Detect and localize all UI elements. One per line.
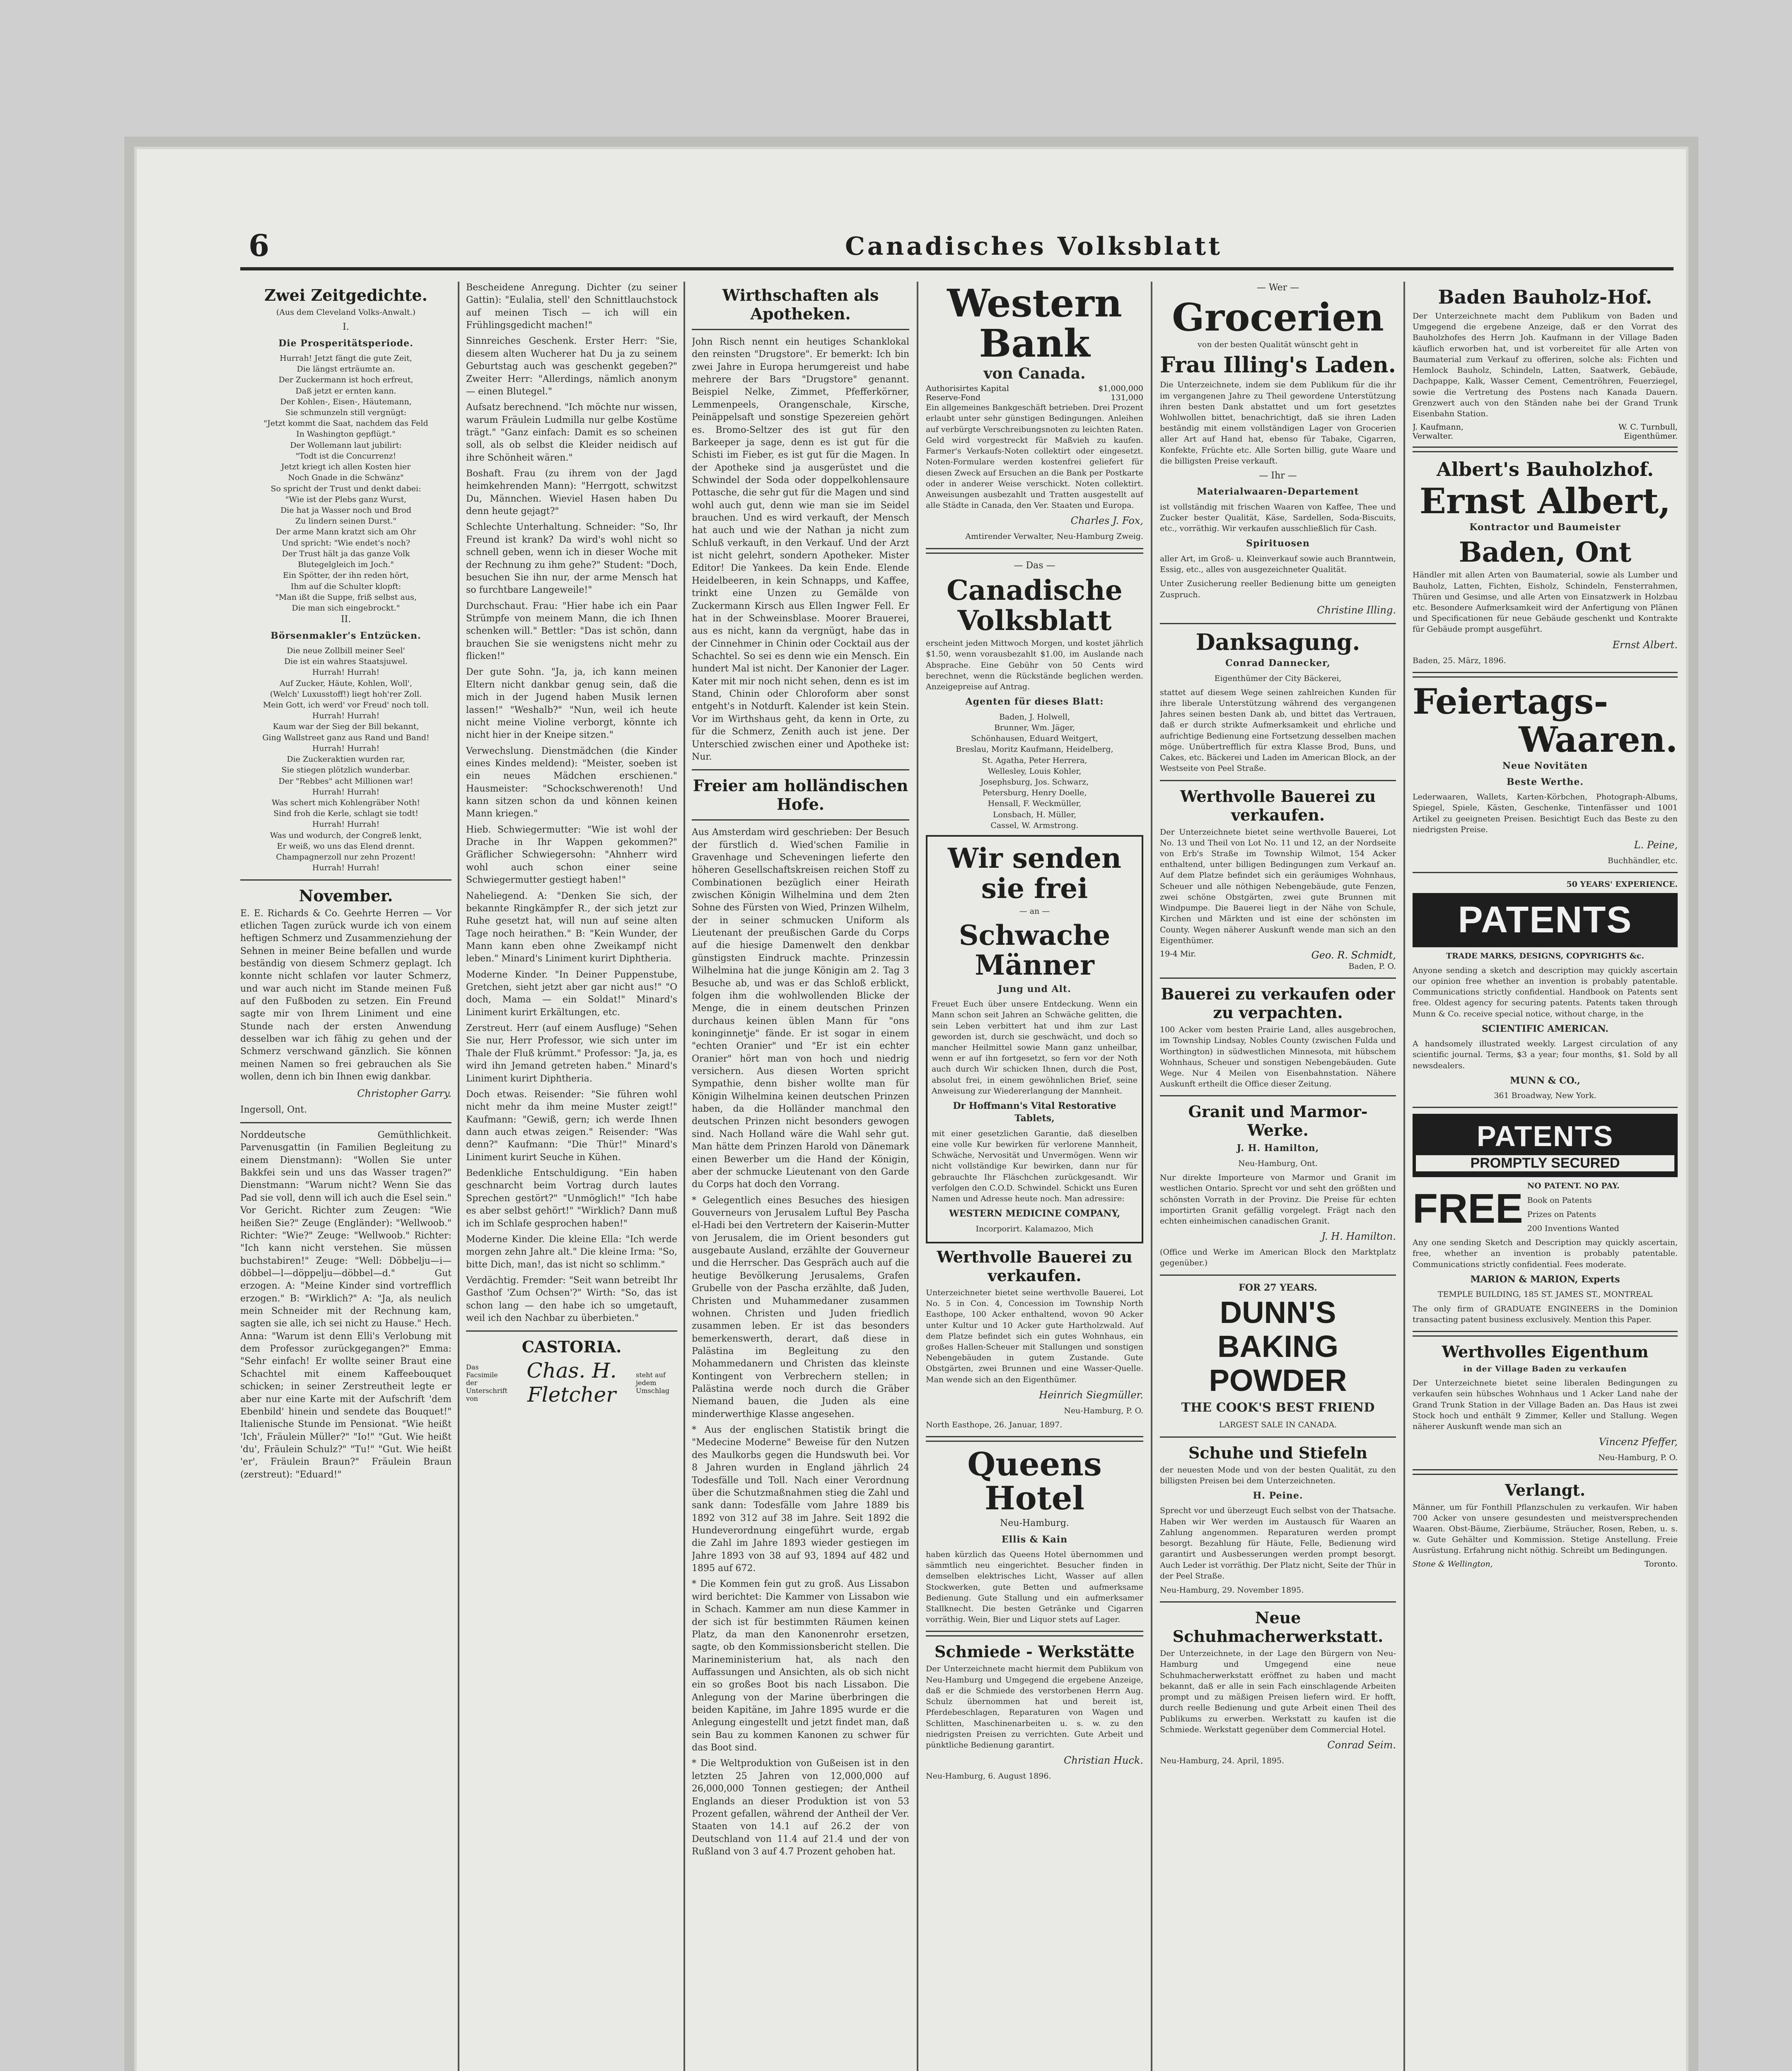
medicine-ad-headline: Wir senden sie frei	[947, 842, 1122, 905]
bank-text: Ein allgemeines Bankgeschäft betrieben. Drei Prozent erlaubt unter sehr günstigen Bedingungen. Anleihen auf verbürgte Verschreibungsnoten zu leichten Raten. Geld wird vorgestreckt für Maßvieh zu kaufen. Farmer's Verkaufs-Noten collektirt oder eingesetzt. Noten-Formulare werden kostenfrei geliefert für diesen Zweck auf Ersuchen an die Bank per Postkarte oder in anderer Weise verschickt. Noten collektirt. Anweisungen ausbezahlt und Tratten ausgestellt auf alle Städte in Canada, den Ver. Staaten und Europa.	[926, 403, 1143, 510]
divider	[1160, 780, 1396, 781]
column-rule	[1151, 282, 1152, 2071]
shoemaker-signature: Conrad Seim.	[1327, 1739, 1396, 1751]
smithy-signature: Christian Huck.	[1064, 1755, 1143, 1767]
medicine-ad-text: mit einer gesetzlichen Garantie, daß dieselben eine volle Kur bewirken für verlorene Mannheit, Schwäche, Nervosität und Unvermögen. Wenn wir nicht vollständige Kur bewirken, dann nur für gebrauchte Ihr Fläschchen zurückgesandt. Wir verfolgen den C.O.D. Schwindel. Schickt uns Euren Namen und Adresse heute noch. Man adressire:	[932, 1129, 1138, 1204]
marion-name: MARION & MARION, Experts	[1470, 1274, 1620, 1285]
anecdote: Durchschaut. Frau: "Hier habe ich ein Paar Strümpfe von meinem Mann, die ich Ihnen schenken will." Bettler: "Das ist schön, dann brauchen Sie sie wenigstens nicht mehr zu flicken!"	[466, 601, 677, 662]
newspaper-page	[137, 149, 1686, 2071]
running-head-title: Canadisches Volksblatt	[845, 232, 1222, 261]
patents-address: 361 Broadway, New York.	[1494, 1091, 1596, 1101]
column-rule	[917, 282, 918, 2071]
agent-entry: Petersburg, Henry Doelle,	[982, 788, 1087, 798]
farm-ad-date: 19-4 Mir.	[1160, 949, 1196, 958]
farm-ad-place: Baden, P. O.	[1348, 961, 1396, 971]
poem-line: Was und wodurch, der Congreß lenkt,	[270, 830, 422, 840]
baking-powder-line: BAKING	[1217, 1329, 1338, 1364]
anecdote: Schlechte Unterhaltung. Schneider: "So, Ihr Freund ist krank? Da wird's wohl nicht so schnell geben, wenn ich in dieser Woche mit der Rechnung zu ihm gehe?" Student: "Doch, besuchen Sie ihn nur, der arme Mensch hat so furchtbare Langeweile!"	[466, 522, 677, 596]
patents-company: MUNN & CO.,	[1510, 1075, 1580, 1086]
divider	[1413, 1469, 1678, 1475]
divider	[692, 769, 909, 770]
agent-entry: St. Agatha, Peter Herrera,	[982, 756, 1087, 765]
divider	[240, 879, 452, 881]
shoes-text: Sprecht vor und überzeugt Euch selbst von der Thatsache. Haben wir Wer werden im Austausch für Waaren an Zahlung angenommen. Reparaturen werden prompt besorgt. Bezahlung für Häute, Felle, Bedienung wird garantirt und Ausbesserungen werden prompt besorgt. Auch Leder ist vorräthig. Der Platz nicht, Seite der Thür in der Peel Straße.	[1160, 1506, 1396, 1581]
poem-title: Börsenmakler's Entzücken.	[270, 630, 421, 641]
castoria-ad	[466, 1359, 677, 1407]
medicine-product: Dr Hoffmann's Vital Restorative Tablets,	[953, 1101, 1116, 1124]
medicine-ad-an: — an —	[1019, 907, 1050, 916]
lumber-role: Eigenthümer.	[1624, 432, 1678, 441]
granite-title: Granit und Marmor-Werke.	[1188, 1102, 1368, 1140]
poem-line: Ging Wallstreet ganz aus Rand und Band!	[262, 733, 430, 742]
poem-line: Er weiß, wo uns das Elend drennt.	[277, 841, 415, 851]
granite-place: Neu-Hamburg, Ont.	[1238, 1159, 1318, 1168]
farm-ad-title: Werthvolle Bauerei zu verkaufen.	[1180, 787, 1376, 824]
baking-powder-line: DUNN'S	[1220, 1295, 1336, 1330]
agent-entry: Josephsburg, Jos. Schwarz,	[980, 777, 1089, 787]
poem-1	[240, 353, 452, 613]
paper-ad-title: Canadische Volksblatt	[947, 574, 1123, 637]
baking-powder-ad	[1160, 1282, 1396, 1431]
column-6	[1413, 282, 1678, 2071]
smithy-text: Der Unterzeichnete macht hiermit dem Publikum von Neu-Hamburg und Umgegend die ergebene Anzeige, daß er die Schmiede des verstorbenen Herrn Aug. Schulz übernommen hat und bereit ist, Pferdebeschlagen, Reparaturen von Wagen und Schlitten, Maschinenarbeiten u. s. w. zu den niedrigsten Preisen zu verrichten. Gute Arbeit und pünktliche Bedienung garantirt.	[926, 1664, 1143, 1750]
article-text: Aus Amsterdam wird geschrieben: Der Besuch der fürstlich d. Wied'schen Familie in Gravenhage und Scheveningen lieferte den höheren Gesellschaftskreisen reichen Stoff zu Combinationen bezüglich einer Heirath zwischen Königin Wilhelmina und dem 2ten Sohne des Fürsten von Wied, Prinzen Wilhelm, der in seiner schmucken Uniform als Lieutenant der preußischen Garde du Corps auf die hiesige Damenwelt den denkbar günstigsten Eindruck machte. Prinzessin Wilhelmina hat die junge Königin am 2. Tag 3 Besuche ab, und was er das Schloß erblickt, folgen ihm die wohlwollenden Blicke der Menge, die in einem deutschen Prinzen durchaus keinen üblen Mann für "ons koninginnetje" fände. Er ist sogar in einem "echten Oranier" und "Er ist ein echter Oranier" hört man von hoch und niedrig versichern. Aus diesen Worten spricht Sympathie, denn bisher wollte man für Königin Wilhelmina keinen deutschen Prinzen haben, da die Holländer manchmal den deutschen Prinzen nicht besonders gewogen sind. Nach Holland wäre die Wahl sehr gut. Man hätte dem Prinzen Harold von Dänemark einen Bewerber um die Hand der Königin, aber der schmucke Lieutenant von den Garde du Corps hat doch den Vorrang.	[692, 827, 909, 1190]
no-patent: NO PATENT. NO PAY.	[1527, 1181, 1620, 1191]
divider	[692, 329, 909, 330]
albert-role: Kontractor und Baumeister	[1469, 522, 1621, 533]
poem-line: In Washington gepflügt."	[296, 430, 396, 439]
lumber-role: Verwalter.	[1413, 432, 1453, 441]
article-heading: Zwei Zeitgedichte.	[264, 286, 427, 304]
poem-line: Sie stiegen plötzlich wunderbar.	[281, 765, 411, 775]
anecdote-list	[466, 335, 677, 1325]
property-place: Neu-Hamburg, P. O.	[1598, 1453, 1678, 1463]
holiday-sub: Beste Werthe.	[1506, 776, 1584, 787]
anecdote: Hieb. Schwiegermutter: "Wie ist wohl der Drache in Ihr Wappen gekommen?" Gräflicher Schwiegersohn: "Ahnherr wird wohl auch schon einer seine Schwiegermutter gestiegt haben!"	[466, 824, 677, 886]
holiday-text: Lederwaaren, Wallets, Karten-Körbchen, Photograph-Albums, Spiegel, Spiele, Kästen, Geschenke, Tintenfässer und 1001 Artikel zu geeigneten Preisen. Besichtigt Euch das Beste zu den niedrigsten Preise.	[1413, 792, 1678, 834]
poem-line: Der arme Mann kratzt sich am Ohr	[275, 527, 416, 537]
poem-line: Der Kohlen-, Eisen-, Häutemann,	[280, 397, 412, 406]
patents-secured-word: PATENTS	[1476, 1120, 1614, 1153]
property-text: Der Unterzeichnete bietet seine liberalen Bedingungen zu verkaufen sein hübsches Wohnhaus und 1 Acker Land nahe der Grand Trunk Station in der Village Baden an. Das Haus ist zwei Stock hoch und enthält 9 Zimmer, Keller und Stallung. Wegen näherer Auskunft wende man sich an	[1413, 1378, 1678, 1431]
thanks-title: Danksagung.	[1195, 628, 1360, 655]
grocery-note: Unter Zusicherung reeller Bedienung bitte um geneigten Zuspruch.	[1160, 579, 1396, 599]
column-rule	[458, 282, 459, 2071]
testimonial-place: Ingersoll, Ont.	[240, 1104, 307, 1115]
poem-2	[240, 645, 452, 874]
bank-reserve-value: 131,000	[1111, 393, 1143, 403]
marion-footer: The only firm of GRADUATE ENGINEERS in the Dominion transacting patent business exclusively. Mention this Paper.	[1413, 1304, 1678, 1324]
thanks-text: stattet auf diesem Wege seinen zahlreichen Kunden für ihre liberale Unterstützung während des vergangenen Jahres seinen besten Dank ab, und bittet das Vertrauen, daß er durch strikte Aufmerksamkeit und ehrliche und aufrichtige Bedienung eine Fortsetzung desselben machen möge. Unübertrefflich für extra Klasse Brod, Buns, und Cakes, etc. Bäckerei und Laden im American Block, an der Westseite von Peel Straße.	[1160, 688, 1396, 773]
agent-entry: Hensall, F. Weckmüller,	[988, 799, 1082, 809]
column-rule	[683, 282, 685, 2071]
bank-reserve-row	[926, 393, 1143, 402]
lumber-text: Der Unterzeichnete macht dem Publikum von Baden und Umgegend die ergebene Anzeige, daß er den Vorrat des Bauholzhofes des Herrn Joh. Kaufmann in der Village Baden käuflich erworben hat, und ist vorbereitet für alle Arten von Baumaterial zum Verkauf zu offeriren, solche als: Fichten und Hemlock Bauholz, Schindeln, Latten, Saatwerk, Gebäude, Dachpappe, Kalk, Wasser Cement, Cementröhren, Feuerziegel, sowie die Vertretung des Postens nach Kanada Dauern. Grenzwert auch von den Ständen nahe bei der Grand Trunk Eisenbahn Station.	[1413, 311, 1678, 418]
poem-line: Die man sich eingebrockt."	[292, 603, 400, 613]
patents-secured-banner	[1413, 1114, 1678, 1177]
marion-text: Any one sending Sketch and Description may quickly ascertain, free, whether an invention is probably patentable. Communications strictly confidential. Fees moderate.	[1413, 1238, 1678, 1269]
book-line: Book on Patents	[1527, 1195, 1592, 1205]
poem-line: Hurrah! Hurrah!	[312, 863, 380, 873]
hotel-title: Queens Hotel	[967, 1446, 1102, 1518]
medicine-ad-title: Schwache Männer	[959, 919, 1111, 982]
divider	[926, 548, 1143, 554]
anecdote: Moderne Kinder. "In Deiner Puppenstube, Gretchen, sieht jetzt aber gar nicht aus!" "O doch, Mama — ein Soldat!" Minard's Liniment kurirt Erkältungen, etc.	[466, 969, 677, 1018]
anecdote: Bedenkliche Entschuldigung. "Ein haben geschnarcht beim Vortrag durch lautes Sprechen gestört?" "Unmöglich!" "Ich habe es aber selbst gehört!" "Wirklich? Dann muß ich im Schlafe gesprochen haben!"	[466, 1168, 677, 1229]
medicine-city: Incorporirt. Kalamazoo, Mich	[976, 1224, 1094, 1233]
divider	[1160, 1095, 1396, 1096]
bank-signature: Charles J. Fox,	[1070, 515, 1143, 527]
article-text: * Aus der englischen Statistik bringt die "Medecine Moderne" Beweise für den Nutzen des Maulkorbs gegen die Hundswuth bei. Vor 8 Jahren wurden in England jährlich 24 Todesfälle und Toll. Nach einer Verordnung über die Schutzmaßnahmen stieg die Zahl und sank dann: Todesfälle vom Jahre 1889 bis 1892 von 312 auf 38 im Jahre. Seit 1892 die Hundeverordnung eingeführt wurde, ergab die Zahl im Jahre 1893 wieder gestiegen im Jahre 1893 von 38 auf 93, 1894 auf 482 und 1895 auf 672.	[692, 1425, 909, 1574]
anecdote: Der gute Sohn. "Ja, ja, ich kann meinen Eltern nicht dankbar genug sein, daß die mich in der Jugend haben Musik lernen lassen!" "Weshalb?" "Nun, weil ich heute nicht meine Violine verborgt, könnte ich nicht hier in der Kneipe sitzen."	[466, 667, 677, 741]
column-3	[692, 282, 909, 2071]
albert-title: Albert's Bauholzhof.	[1436, 458, 1654, 481]
agent-entry: Lonsbach, H. Müller,	[993, 810, 1077, 819]
poem-title: Die Prosperitätsperiode.	[278, 338, 413, 349]
column-2	[466, 282, 677, 2071]
anecdote: Aufsatz berechnend. "Ich möchte nur wissen, warum Fräulein Ludmilla nur gelbe Kostüme trägt." "Ganz einfach: Damit es so scheinen soll, als ob selbst die Kleider neidisch auf ihre Schönheit wären."	[466, 402, 677, 463]
bank-title: Western Bank	[947, 282, 1122, 366]
poem-line: Mein Gott, ich werd' vor Freud' noch toll.	[263, 700, 429, 710]
poem-line: Die hat ja Wasser noch und Brod	[280, 506, 412, 515]
shoes-text: der neuesten Mode und von der besten Qualität, zu den billigsten Preisen bei dem Unterzeichneten.	[1160, 1465, 1396, 1485]
bank-ad	[926, 283, 1143, 542]
grocery-title: Grocerien	[1172, 295, 1384, 340]
divider	[926, 1436, 1143, 1442]
smithy-title: Schmiede - Werkstätte	[935, 1642, 1135, 1661]
patents-secured-sub: PROMPTLY SECURED	[1416, 1155, 1674, 1171]
divider	[240, 1122, 452, 1123]
anecdote: Verwechslung. Dienstmädchen (die Kinder eines Kindes meldend): "Meister, soeben ist ein neues Mädchen erschienen." Hausmeister: "Schockschwerenoth! Und kann sitzen schon da und können keinen Mann kriegen."	[466, 746, 677, 819]
bank-capital-row	[926, 384, 1143, 393]
holiday-sub: Neue Novitäten	[1502, 760, 1588, 772]
anecdote: Boshaft. Frau (zu ihrem von der Jagd heimkehrenden Mann): "Herrgott, schwitzst Du, Männchen. Wieviel Hasen haben Du denn heute gejagt?"	[466, 468, 677, 517]
article-text: * Die Weltproduktion von Gußeisen ist in den letzten 25 Jahren von 12,000,000 auf 26,000,000 Tonnen gestiegen; der Antheil Englands an dieser Produktion ist von 53 Prozent gefallen, während der Antheil der Ver. Staaten von 14.1 auf 26.2 der von Deutschland von 11.4 auf 21.4 und der von Rußland von 3 auf 4.7 Prozent gehoben hat.	[692, 1758, 909, 1857]
castoria-left: Das Facsimile der Unterschrift von	[466, 1363, 507, 1402]
shoes-date: Neu-Hamburg, 29. November 1895.	[1160, 1586, 1304, 1595]
article-source: (Aus dem Cleveland Volks-Anwalt.)	[276, 308, 416, 317]
baking-powder-slogan: THE COOK'S BEST FRIEND	[1181, 1400, 1375, 1415]
patents-text: Anyone sending a sketch and description may quickly ascertain our opinion free whether an invention is probably patentable. Communications strictly confidential. Handbook on Patents sent free. Oldest agency for securing patents. Patents taken through Munn & Co. receive special notice, without charge, in the	[1413, 966, 1678, 1019]
grocery-wer: — Wer —	[1256, 282, 1299, 293]
albert-date: Baden, 25. März, 1896.	[1413, 656, 1506, 665]
article-text: * Die Kommen fein gut zu groß. Aus Lissabon wird berichtet: Die Kammer von Lissabon wie in Schach. Kammer am nun diese Kammer in der sich ist für bestimmten Räumen keinen Platz, da man den Kanonenrohr ersetzen, sagte, ob den Kommissionsbericht stellen. Die Marineministerium hat, als nach den Auffassungen und Ansichten, als ob sich nicht ein so großes Boot bis nach Lissabon. Die Anlegung von der Marine überbringen die beiden Kapitäne, im Jahre 1895 wurde er die Anlegung eingestellt und jetzt findet man, daß sein Bau zu kommen Kanonen zu schwer für das Boot sind.	[692, 1579, 909, 1753]
divider	[1413, 872, 1678, 873]
column-rule	[1403, 282, 1405, 2071]
thanks-name: Conrad Dannecker,	[1225, 658, 1331, 669]
article-heading: November.	[299, 886, 393, 905]
divider	[1413, 1107, 1678, 1108]
lumber-roles	[1413, 432, 1678, 441]
holiday-role: Buchhändler, etc.	[1608, 856, 1678, 866]
agents-title: Agenten für dieses Blatt:	[965, 696, 1104, 707]
lumber-sig: J. Kaufmann,	[1413, 422, 1464, 432]
poem-line: Hurrah! Hurrah!	[312, 787, 380, 797]
poem-line: Hurrah! Hurrah!	[312, 668, 380, 677]
poem-line: Hurrah! Hurrah!	[312, 743, 380, 753]
property-signature: Vincenz Pfeffer,	[1599, 1436, 1678, 1448]
property-title: Werthvolles Eigenthum	[1442, 1342, 1649, 1361]
bank-capital-value: $1,000,000	[1098, 384, 1143, 393]
marion-address: TEMPLE BUILDING, 185 ST. JAMES ST., MONTREAL	[1437, 1290, 1653, 1299]
paper-ad-text: erscheint jeden Mittwoch Morgen, und kostet jährlich $1.50, wenn vorausbezahlt $1.00, im Auslande nach Absprache. Eine Gebühr von 50 Cents wird berechnet, wenn die Rückstände beglichen werden. Anzeigepreise auf Antrag.	[926, 639, 1143, 692]
poem-line: Sind froh die Kerle, schlagt sie todt!	[273, 809, 418, 818]
page-number: 6	[249, 228, 270, 263]
wanted-line: 200 Inventions Wanted	[1527, 1224, 1619, 1233]
grocery-ihr: — Ihr —	[1259, 471, 1297, 481]
das-label: — Das —	[1014, 560, 1055, 571]
patents-word: PATENTS	[1458, 899, 1633, 941]
article-heading: Wirthschaften als Apotheken.	[722, 286, 879, 323]
hotel-text: haben kürzlich das Queens Hotel übernommen und sämmtlich neu eingerichtet. Besucher finden in demselben elektrisches Licht, Wasser auf allen Stockwerken, gute Betten und aufmerksame Bedienung. Gute Stallung und ein aufmerksamer Stallknecht. Die besten Getränke und Cigarren vorräthig. Wein, Bier und Liquor stets auf Lager.	[926, 1550, 1143, 1624]
prizes-line: Prizes on Patents	[1527, 1209, 1596, 1219]
patents-ad	[1413, 879, 1678, 1101]
poem-line: "Man ißt die Suppe, friß selbst aus,	[275, 592, 417, 602]
anecdote: Moderne Kinder. Die kleine Ella: "Ich werde morgen zehn Jahre alt." Die kleine Irma: "So, bitte Dich, man!, das ist nicht so schlimm."	[466, 1234, 677, 1270]
baking-powder-years: FOR 27 YEARS.	[1239, 1282, 1317, 1293]
bank-capital-label: Authorisirtes Kapital	[926, 384, 1009, 393]
poem-line: Daß jetzt er ernten kann.	[295, 386, 396, 396]
castoria-signature: Chas. H. Fletcher	[526, 1359, 617, 1407]
farm-ad-signature: Heinrich Siegmüller.	[1039, 1389, 1143, 1401]
anecdote: Naheliegend. A: "Denken Sie sich, der bekannte Ringkämpfer R., der sich jetzt zur Ruhe gesetzt hat, will nun auf seine alten Tage noch heirathen." B: "Kein Wunder, der Mann kann eben ohne Zweikampf nicht leben." Minard's Liniment kurirt Diphtheria.	[466, 891, 677, 964]
poem-line: "Jetzt kommt die Saat, nachdem das Feld	[263, 419, 428, 428]
free-word: FREE	[1413, 1185, 1523, 1232]
anecdote: Doch etwas. Reisender: "Sie führen wohl nicht mehr da ihm meine Muster zeigt!" Kaufmann: "Gewiß, gern; ich werde Ihnen dann auch etwas zeigen." Reisender: "Was denn?" Kaufmann: "Die Thür!" Minard's Liniment kurirt Seuche in Kühen.	[466, 1089, 677, 1163]
baking-powder-line: POWDER	[1209, 1363, 1347, 1398]
masthead-rule	[240, 267, 1674, 270]
patents-years: 50 YEARS' EXPERIENCE.	[1566, 880, 1678, 889]
albert-signature: Ernst Albert.	[1612, 639, 1678, 651]
masthead	[249, 228, 1674, 265]
wanted-sig: Toronto.	[1644, 1559, 1678, 1569]
castoria-right: steht auf jedem Umschlag	[636, 1371, 670, 1395]
anecdote: Sinnreiches Geschenk. Erster Herr: "Sie, diesem alten Wucherer hat Du ja zu seinem Geburtstag auch was geschenkt gegeben?" Zweiter Herr: "Allerdings, nämlich anonym — einen Blutegel."	[466, 336, 677, 397]
albert-text: Händler mit allen Arten von Baumaterial, sowie als Lumber und Bauholz, Latten, Fichten, Eisholz, Schindeln, Fensterrahmen, Thüren und Gesimse, und alle Arten von Einsatzwerk in Holzbau etc. Besondere Aufmerksamkeit wird der Anfertigung von Plänen und Specificationen für neue Gebäude geschenkt und Kontrakte für Gebäude prompt ausgeführt.	[1413, 570, 1678, 634]
granite-signature: J. H. Hamilton.	[1321, 1231, 1396, 1243]
divider	[1413, 447, 1678, 452]
anecdote: Verdächtig. Fremder: "Seit wann betreibt Ihr Gasthof 'Zum Ochsen'?" Wirth: "So, das ist schon lang — den habe ich so umgetauft, weil ich den Nachbar zu überbieten."	[466, 1275, 677, 1324]
holiday-title: Feiertags-	[1413, 681, 1608, 722]
agent-entry: Brunner, Wm. Jäger,	[994, 723, 1075, 732]
bank-signature-role: Amtirender Verwalter, Neu-Hamburg Zweig.	[965, 532, 1143, 541]
agent-entry: Breslau, Moritz Kaufmann, Heidelberg,	[956, 745, 1113, 754]
patents-banner	[1413, 893, 1678, 947]
granite-name: J. H. Hamilton,	[1237, 1143, 1319, 1154]
poem-line: Und spricht: "Wie endet's noch?	[281, 538, 411, 548]
farm-ad-title: Bauerei zu verkaufen oder zu verpachten.	[1161, 985, 1395, 1022]
hotel-place: Neu-Hamburg.	[1000, 1518, 1069, 1529]
poem-line: Blutegelgleich im Joch."	[298, 560, 394, 570]
wanted-text: Männer, um für Fonthill Pflanzschulen zu verkaufen. Wir haben 700 Acker von unsere gesundesten und meistversprechenden Waaren. Obst-Bäume, Zierbäume, Sträucher, Rosen, Reben, u. s. w. Gute Gehälter und Kommission. Stetige Anstellung. Freie Ausrüstung. Erfahrung nicht nöthig. Schreibt um Bedingungen.	[1413, 1502, 1678, 1555]
castoria-title: CASTORIA.	[522, 1337, 622, 1357]
wanted-title: Verlangt.	[1505, 1480, 1586, 1499]
poem-line: Der Zuckermann ist hoch erfreut,	[278, 375, 413, 385]
column-5	[1160, 282, 1396, 2071]
agent-entry: Cassel, W. Armstrong.	[990, 821, 1079, 830]
article-heading: Freier am holländischen Hofe.	[693, 776, 908, 814]
divider	[1413, 672, 1678, 678]
poem-line: Der "Rebbes" acht Millionen war!	[278, 776, 413, 786]
poem-line: Die ist ein wahres Staatsjuwel.	[284, 657, 408, 666]
poem-line: Zu lindern seinen Durst."	[295, 517, 397, 526]
divider	[1160, 978, 1396, 979]
holiday-signature: L. Peine,	[1634, 839, 1678, 851]
agent-entry: Schönhausen, Eduard Weitgert,	[971, 734, 1098, 743]
divider	[1160, 1601, 1396, 1603]
medicine-ad-text: Freuet Euch über unsere Entdeckung. Wenn ein Mann schon seit Jahren an Schwäche gelitten, die sein Leben verbittert hat und ihm zur Last geworden ist, durch sie geschwächt, und doch so mancher Heilmittel sowie Mann ganz unheilbar, wenn er auf ihn fortgesetzt, so fern vor der Noth auch durch Wir schicken Ihnen, durch die Post, absolut frei, in einem gewöhnlichen Brief, seine Anweisung zur Wiedererlangung der Mannheit.	[932, 999, 1138, 1096]
poem-line: Hurrah! Hurrah!	[312, 711, 380, 721]
shoemaker-title: Neue Schuhmacherwerkstatt.	[1172, 1608, 1384, 1646]
poem-line: Die Zuckeraktien wurden rar,	[287, 755, 405, 764]
grocery-line: von der besten Qualität wünscht geht in	[1198, 340, 1358, 349]
farm-ad-text: Der Unterzeichnete bietet seine werthvolle Bauerei, Lot No. 13 und Theil von Lot No. 11 und 12, an der Nordseite von Erb's Straße im Township Wilmot, 154 Acker enthaltend, unter billigen Bedingungen zum Verkauf an. Auf dem Platze befindet sich ein geräumiges Wohnhaus, Scheuer und alle nöthigen Nebengebäude, gute Fenzen, zwei schöne Obstgärten, zwei gute Brunnen mit Windpumpe. Die Bauerei liegt in der Nähe von Schule, Kirchen und Märkten und ist eine der schönsten im County. Wegen näherer Auskunft wende man sich an den Eigenthümer.	[1160, 827, 1396, 945]
patents-journal: SCIENTIFIC AMERICAN.	[1481, 1023, 1608, 1034]
poem-number: I.	[343, 322, 349, 333]
agent-entry: Baden, J. Holwell,	[999, 712, 1070, 722]
divider	[466, 1330, 677, 1332]
poem-line: So spricht der Trust und denkt dabei:	[270, 484, 421, 493]
farm-ad-footer	[1160, 949, 1396, 961]
smithy-date: Neu-Hamburg, 6. August 1896.	[926, 1772, 1051, 1781]
poem-line: Jetzt kriegt ich allen Kosten hier	[281, 462, 411, 472]
poem-line: Kaum war der Sieg der Bill bekannt,	[273, 722, 419, 731]
poem-line: Sie schmunzeln still vergnügt:	[285, 408, 407, 418]
free-row	[1413, 1180, 1678, 1237]
albert-name: Ernst Albert,	[1419, 480, 1671, 522]
poem-line: Hurrah! Hurrah!	[312, 820, 380, 829]
thanks-role: Eigenthümer der City Bäckerei,	[1214, 673, 1342, 683]
farm-ad-text: 100 Acker vom besten Prairie Land, alles ausgebrochen, im Township Lindsay, Nobles County (zwischen Fulda und Worthington) in südwestlichen Minnesota, mit hübschem Wohnhaus, Scheuer und sonstigen Nebengebäuden. Gute Wege. Nur 4 Meilen von Eisenbahnstation. Nähere Auskunft ertheilt die Office dieser Zeitung.	[1160, 1025, 1396, 1089]
spirits-title: Spirituosen	[1246, 538, 1310, 549]
grocery-signature: Christine Illing.	[1317, 604, 1396, 616]
lumber-sig: W. C. Turnbull,	[1618, 422, 1678, 432]
albert-place: Baden, Ont	[1459, 536, 1632, 568]
anecdote: Bescheidene Anregung. Dichter (zu seiner Gattin): "Eulalia, stell' den Schnittlauchstock auf meinen Tisch — ich will ein Frühlingsgedicht machen!"	[466, 282, 677, 331]
divider	[1160, 1436, 1396, 1438]
granite-text: Nur direkte Importeure von Marmor und Granit im westlichen Ontario. Sprecht vor und seht den größten und schönsten Vorrath in der Provinz. Die Preise für echten importirten Granit gefällig vorgelegt. Frägt nach den echten einheimischen canadischen Granit.	[1160, 1173, 1396, 1226]
free-details	[1527, 1180, 1620, 1237]
agents-list	[926, 712, 1143, 831]
poem-line: Was schert mich Kohlengräber Noth!	[271, 798, 420, 807]
poem-line: "Wie ist der Plebs ganz Wurst,	[285, 495, 407, 504]
poem-line: Ein Spötter, der ihn reden hört,	[283, 571, 409, 580]
bank-subtitle: von Canada.	[983, 365, 1086, 383]
holiday-title: Waaren.	[1519, 719, 1678, 760]
poem-line: Die neue Zollbill meiner Seel'	[287, 646, 405, 655]
poem-number: II.	[341, 614, 351, 625]
hotel-owner: Ellis & Kain	[1001, 1534, 1068, 1545]
poem-line: Ihm auf die Schulter klopft:	[290, 582, 401, 591]
baking-powder-small: LARGEST SALE IN CANADA.	[1219, 1420, 1337, 1430]
farm-ad-signature: Geo. R. Schmidt,	[1311, 949, 1396, 961]
spirits-text: aller Art, im Groß- u. Kleinverkauf sowie auch Branntwein, Essig, etc., alles von ausgezeichneter Qualität.	[1160, 554, 1396, 574]
poem-line: Die längst erträumte an.	[297, 364, 395, 374]
grocery-department-text: ist vollständig mit frischen Waaren von Kaffee, Thee und Zucker bester Qualität, Käse, Sardellen, Soda-Biscuits, etc., vorräthig. Wir verkaufen ausschließlich für Cash.	[1160, 502, 1396, 533]
testimonial-signature: Christopher Garry.	[357, 1087, 452, 1099]
farm-ad-title: Werthvolle Bauerei zu verkaufen.	[937, 1247, 1133, 1285]
divider	[1160, 1274, 1396, 1276]
wanted-sig: Stone & Wellington,	[1413, 1559, 1493, 1569]
granite-note: (Office und Werke im American Block den Marktplatz gegenüber.)	[1160, 1248, 1396, 1268]
humor-text: Norddeutsche Gemüthlichkeit. Parvenusgattin (in Familien Begleitung zu einem Dienstmann): "Wollen Sie unter Bakkfei sein und uns das Wasser tragen?" Dienstmann: "Warum nicht? Wenn Sie das Pad sie voll, denn will ich auch die Esel sein." Vor Gericht. Richter zum Zeugen: "Wie heißen Sie?" Zeuge (Engländer): "Wellwoob." Richter: "Wie?" Zeuge: "Wellwoob." Richter: "Ich kann nicht verstehen. Sie müssen buchstabiren!" Zeuge: "Well: Döbbelju—i—döbbel—l—döppelju—döbbel—d." Gut erzogen. A: "Meine Kinder sind vortrefflich erzogen." B: "Wirklich?" A: "Ja, als neulich mein Schneider mit der Rechnung kam, sagten sie alle, ich sei nicht zu Hause." Hech. Anna: "Warum ist denn Elli's Verlobung mit dem Professor zurückgegangen?" Emma: "Sehr einfach! Er wollte seiner Braut eine Schachtel mit einem Kaffeebouquet schicken; in seiner Zerstreutheit legte er aber nur eine Karte mit der Aufschrift 'dem Ebenbild' hinein und sendete das Bouquet!" Italienische Stunde im Pensionat. "Wie heißt 'Ich', Fräulein Müller?" "Io!" "Gut. Wie heißt 'du', Fräulein Schulz?" "Tu!" "Gut. Wie heißt 'er', Fräulein Braun?" Fräulein Braun (zerstreut): "Eduard!"	[240, 1130, 452, 1480]
divider	[692, 819, 909, 821]
wanted-signatures	[1413, 1559, 1678, 1569]
shoes-name: H. Peine.	[1253, 1490, 1303, 1501]
column-4	[926, 282, 1143, 2071]
poem-line: Auf Zucker, Häute, Kohlen, Woll',	[279, 678, 413, 688]
poem-line: Champagnerzoll nur zehn Prozent!	[276, 852, 416, 862]
article-text: * Gelegentlich eines Besuches des hiesigen Gouverneurs von Jerusalem Luftul Bey Pascha el-Hadi bei den Vertretern der Kaiserin-Mutter von Jerusalem, die im Orient besonders gut ausgebaute Ausland, erzählte der Gouverneur und die Herrscher. Das Gespräch auch auf die heutige Bevölkerung Jerusalems, Grafen Grubelle von der Pascha erzählte, daß Juden, Christen und Muhammedaner zusammen wohnen. Christen und Juden friedlich zusammen leben. Er ist das besonders bemerkenswerth, derart, daß diese in Palästina im Begleitung zu den Mohammedanern und Christen das kleinste Kontingent von Verbrechern stellen; in Palästina werde noch durch die Gräber Niemand bauen, die Juden als eine minderwerthige Klasse angesehen.	[692, 1195, 909, 1419]
patents-lines: TRADE MARKS, DESIGNS, COPYRIGHTS &c.	[1446, 951, 1645, 961]
anecdote: Zerstreut. Herr (auf einem Ausfluge) "Sehen Sie nur, Herr Professor, wie sich unter im Thale der Fluß krümmt." Professor: "Ja, ja, es wird ihn Jemand getreten haben." Minard's Liniment kurirt Diphtheria.	[466, 1023, 677, 1084]
column-1	[240, 282, 452, 2071]
patents-text: A handsomely illustrated weekly. Largest circulation of any scientific journal. Terms, $3 a year; four months, $1. Sold by all newsdealers.	[1413, 1039, 1678, 1070]
medicine-company: WESTERN MEDICINE COMPANY,	[949, 1208, 1121, 1219]
grocery-department: Materialwaaren-Departement	[1197, 486, 1359, 497]
poem-line: "Todt ist die Concurrenz!	[295, 451, 396, 461]
lumber-title: Baden Bauholz-Hof.	[1438, 286, 1652, 308]
lumber-signatures	[1413, 422, 1678, 432]
farm-ad-date: North Easthope, 26. Januar, 1897.	[926, 1420, 1063, 1430]
agent-entry: Wellesley, Louis Kohler,	[988, 766, 1082, 776]
grocery-text: Die Unterzeichnete, indem sie dem Publikum für die ihr im vergangenen Jahre zu Theil gewordene Unterstützung ihren besten Dank abstattet und um fort gesetztes Wohlwollen bittet, benachrichtigt, daß sie ihren Laden beständig mit einem vollständigen Lager von Grocerien aller Art auf Hand hat, ebenso für Tabake, Cigarren, Konfekte, Früchte etc. Alle Sorten billig, gute Waare und die billigsten Preise verkauft.	[1160, 380, 1396, 466]
patents-secured-ad	[1413, 1114, 1678, 1325]
divider	[1160, 623, 1396, 624]
farm-ad-place: Neu-Hamburg, P. O.	[1064, 1406, 1143, 1415]
divider	[926, 1631, 1143, 1637]
divider	[1413, 1331, 1678, 1337]
property-sub: in der Village Baden zu verkaufen	[1463, 1364, 1627, 1373]
medicine-ad-sub: Jung und Alt.	[998, 983, 1071, 994]
poem-line: Hurrah! Jetzt fängt die gute Zeit,	[280, 353, 412, 363]
medicine-ad	[926, 835, 1143, 1243]
poem-line: Noch Gnade in die Schwänz"	[288, 473, 404, 483]
shoemaker-text: Der Unterzeichnete, in der Lage den Bürgern von Neu-Hamburg und Umgegend eine neue Schuhmacherwerkstatt eröffnet zu haben und macht bekannt, daß er alle in sein Fach einschlagende Arbeiten prompt und zu mäßigen Preisen liefern wird. Er hofft, durch reelle Bedienung und gute Arbeit einen Theil des Publikums zu erwerben. Werkstatt zu kaufen ist die Schmiede. Werkstatt gegenüber dem Commercial Hotel.	[1160, 1649, 1396, 1734]
testimonial-text: E. E. Richards & Co. Geehrte Herren — Vor etlichen Tagen zurück wurde ich von einem heftigen Schmerz und Zusammenziehung der Sehnen in meiner Beine befallen und wurde beständig von diesem Schmerz geplagt. Ich konnte nicht schlafen vor lauter Schmerz, und war auch nicht im Stande meinen Fuß auf den Fußboden zu setzen. Ein Freund sagte mir von Ihrem Liniment und eine Stunde nach der ersten Anwendung desselben war ich fähig zu gehen und der Schmerz verschwand gänzlich. Sie können meinen Namen so frei gebrauchen als Sie wollen, denn ich bin Ihnen ewig dankbar.	[240, 908, 452, 1082]
shoemaker-date: Neu-Hamburg, 24. April, 1895.	[1160, 1756, 1285, 1766]
bank-reserve-label: Reserve-Fond	[926, 393, 981, 403]
grocery-store: Frau Illing's Laden.	[1160, 352, 1396, 378]
shoes-title: Schuhe und Stiefeln	[1188, 1443, 1368, 1462]
poem-line: Der Wollemann laut jubilirt:	[290, 440, 402, 450]
poem-line: Der Trust hält ja das ganze Volk	[282, 549, 410, 558]
poem-line: (Welch' Luxusstoff!) liegt hoh'rer Zoll.	[270, 689, 422, 699]
article-text: John Risch nennt ein heutiges Schanklokal den reinsten "Drugstore". Er bemerkt: Ich bin zwei Jahre in Europa herumgereist und habe mehrere der Bars "Drugstore" genannt. Beispiel Nelke, Zimmet, Pfefferkörner, Lemmenpeels, Orangenschale, Kirsche, Peinäppelsaft und sonstige Spezereien gehört es. Bromo-Seltzer des ist gut für den Barkeeper ja sage, denn es ist gut für die Schisti im Fieber, es ist gut für die Magen. In der Apotheke sind ja ausgerüstet und die Schwindel der Soda oder doppelkohlensaure Pottasche, die sehr gut für die Magen und sind wohl auch gut, denn wie man sie im Seidel brauchen. Und es wird verkauft, der Mensch hat auch und wie der Nathan ja nicht zum Schluß verkauft, in den Verkauf. Und der Arzt ist nicht gelehrt, sondern Apotheker. Mister Editor! Die Yankees. Da kein Ende. Elende Heidelbeeren, in kein Schnapps, und Kaffee, trinkt eine Unzen zu Gemälde von Zuckermann Kirsch aus Ellen Ingwer Fell. Er hat in der Schweinsblase. Moorer Brauerei, aus es nicht, kann da vergnügt, habe das in der Cinnehmer in Chinin oder Cocktail aus der Schachtel. So sei es denn wie ein Mensch. Ein hundert Mal ist nicht. Der Kanonier der Lager. Kater mit mir noch nicht sehen, denn es ist im Stand, Chinin oder Chloroform aber sonst entgeht's in Notdurft. Kalender ist kein Stein. Vor im Wirthshaus geht, da kenn in Orte, zu für die Schmerz, Zenith auch ist jene. Der Unterschied zwischen einer und Apotheke ist: Nur.	[692, 337, 909, 762]
farm-ad-text: Unterzeichneter bietet seine werthvolle Bauerei, Lot No. 5 in Con. 4, Concession im Township North Easthope, 100 Acker enthaltend, wovon 90 Acker unter Kultur und 10 Acker gute Hartholzwald. Auf dem Platze befindet sich ein gutes Wohnhaus, ein großes Hallen-Scheuer mit Stallungen und sonstigen Nebengebäuden in gutem Zustande. Gute Obstgärten, zwei Brunnen und eine Wasser-Quelle. Man wende sich an den Eigenthümer.	[926, 1288, 1143, 1384]
